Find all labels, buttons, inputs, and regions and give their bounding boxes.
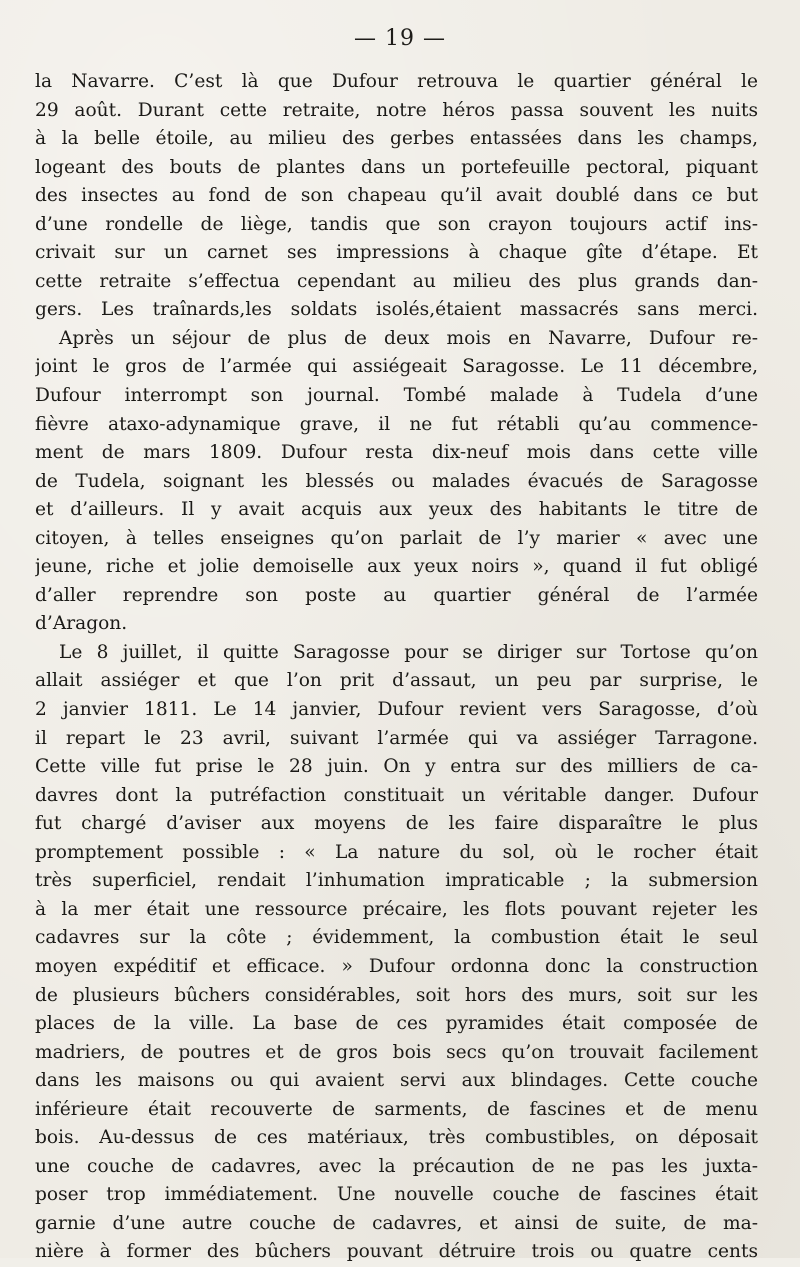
text-line: moyen expéditif et efficace. » Dufour ordonna donc la construction [35, 955, 758, 977]
text-line: nière à former des bûchers pouvant détruire trois ou quatre cents [35, 1241, 758, 1263]
text-line: joint le gros de l’armée qui assiégeait Saragosse. Le 11 décembre, [35, 356, 758, 378]
text-line: et d’ailleurs. Il y avait acquis aux yeux des habitants le titre de [35, 499, 758, 521]
text-line: jeune, riche et jolie demoiselle aux yeux noirs », quand il fut obligé [35, 556, 758, 578]
text-line: Le 8 juillet, il quitte Saragosse pour se diriger sur Tortose qu’on [59, 641, 758, 663]
text-line: à la belle étoile, au milieu des gerbes entassées dans les champs, [35, 128, 758, 150]
text-line: cette retraite s’effectua cependant au milieu des plus grands dan- [35, 270, 758, 292]
text-line: bois. Au-dessus de ces matériaux, très combustibles, on déposait [35, 1127, 758, 1149]
text-line: citoyen, à telles enseignes qu’on parlait de l’y marier « avec une [35, 527, 758, 549]
text-line: madriers, de poutres et de gros bois secs qu’on trouvait facilement [35, 1041, 758, 1063]
text-line: garnie d’une autre couche de cadavres, et ainsi de suite, de ma- [35, 1212, 758, 1234]
text-line: places de la ville. La base de ces pyramides était composée de [35, 1013, 758, 1035]
text-line: des insectes au fond de son chapeau qu’il avait doublé dans ce but [35, 185, 758, 207]
text-line: gers. Les traînards,les soldats isolés,étaient massacrés sans merci. [35, 299, 758, 321]
text-line: de Tudela, soignant les blessés ou malades évacués de Saragosse [35, 470, 758, 492]
text-line: d’une rondelle de liège, tandis que son crayon toujours actif ins- [35, 213, 758, 235]
text-line: 2 janvier 1811. Le 14 janvier, Dufour revient vers Saragosse, d’où [35, 699, 758, 721]
text-line: la Navarre. C’est là que Dufour retrouva le quartier général le [35, 71, 758, 92]
page-number: — 19 — [354, 26, 446, 51]
text-line: inférieure était recouverte de sarments, de fascines et de menu [35, 1098, 758, 1120]
text-line: d’Aragon. [35, 613, 128, 635]
text-line: Après un séjour de plus de deux mois en Navarre, Dufour re- [59, 327, 758, 349]
body-text [35, 68, 758, 1267]
text-line: d’aller reprendre son poste au quartier général de l’armée [35, 584, 758, 606]
text-line: promptement possible : « La nature du sol, où le rocher était [35, 841, 758, 863]
text-line: fièvre ataxo-adynamique grave, il ne fut rétabli qu’au commence- [35, 413, 758, 435]
text-line: il repart le 23 avril, suivant l’armée qui va assiéger Tarragone. [35, 727, 758, 749]
text-line: fut chargé d’aviser aux moyens de les faire disparaître le plus [35, 813, 758, 835]
text-line: de plusieurs bûchers considérables, soit hors des murs, soit sur les [35, 984, 758, 1006]
text-line: logeant des bouts de plantes dans un portefeuille pectoral, piquant [35, 156, 758, 178]
text-line: crivait sur un carnet ses impressions à chaque gîte d’étape. Et [35, 242, 758, 264]
text-line: allait assiéger et que l’on prit d’assaut, un peu par surprise, le [35, 670, 758, 692]
text-line: une couche de cadavres, avec la précaution de ne pas les juxta- [35, 1155, 758, 1177]
text-line: Dufour interrompt son journal. Tombé malade à Tudela d’une [35, 385, 758, 407]
text-line: à la mer était une ressource précaire, les flots pouvant rejeter les [35, 898, 758, 920]
text-line: davres dont la putréfaction constituait un véritable danger. Dufour [35, 784, 758, 806]
text-line: ment de mars 1809. Dufour resta dix-neuf mois dans cette ville [35, 442, 758, 464]
text-line: très superficiel, rendait l’inhumation impraticable ; la submersion [35, 870, 758, 892]
text-line: dans les maisons ou qui avaient servi aux blindages. Cette couche [35, 1070, 758, 1092]
text-line: Cette ville fut prise le 28 juin. On y entra sur des milliers de ca- [35, 756, 758, 778]
text-line: 29 août. Durant cette retraite, notre héros passa souvent les nuits [35, 99, 758, 121]
text-line: cadavres sur la côte ; évidemment, la combustion était le seul [35, 927, 758, 949]
text-line: poser trop immédiatement. Une nouvelle couche de fascines était [35, 1184, 758, 1206]
